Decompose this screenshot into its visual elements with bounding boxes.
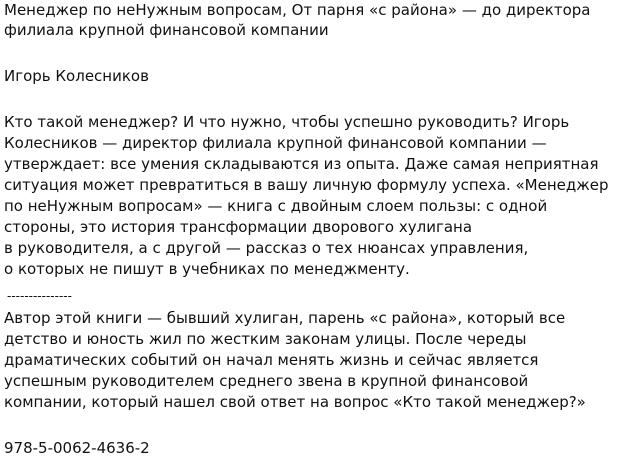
- description-line: в руководителя, а с другой — рассказ о тех нюансах управления,: [4, 239, 529, 257]
- about-author-line: драматических событий он начал менять жизнь и сейчас является: [4, 351, 539, 369]
- about-author-line: детство и юность жил по жестким законам улицы. После череды: [4, 330, 527, 348]
- about-author-line: успешным руководителем среднего звена в крупной финансовой: [4, 372, 529, 390]
- description-line: по неНужным вопросам» — книга с двойным слоем пользы: с одной: [4, 197, 548, 215]
- book-title-line-2: филиала крупной финансовой компании: [4, 21, 329, 39]
- book-title-line-1: Менеджер по неНужным вопросам, От парня «с района» — до директора: [4, 1, 591, 19]
- isbn: 978-5-0062-4636-2: [4, 439, 150, 457]
- description-line: Колесников — директор филиала крупной финансовой компании —: [4, 134, 547, 152]
- description-line: о которых не пишут в учебниках по менеджменту.: [4, 260, 410, 278]
- description-line: ситуация может превратиться в вашу личную формулу успеха. «Менеджер: [4, 176, 609, 194]
- author-name: Игорь Колесников: [4, 67, 149, 85]
- description-line: стороны, это история трансформации дворового хулигана: [4, 218, 473, 236]
- description-line: Кто такой менеджер? И что нужно, чтобы успешно руководить? Игорь: [4, 113, 570, 131]
- description-line: утверждает: все умения складываются из опыта. Даже самая неприятная: [4, 155, 599, 173]
- about-author-line: Автор этой книги — бывший хулиган, парень «с района», который все: [4, 309, 566, 327]
- section-separator: ---------------: [7, 289, 72, 303]
- about-author-line: компании, который нашел свой ответ на вопрос «Кто такой менеджер?»: [4, 393, 586, 411]
